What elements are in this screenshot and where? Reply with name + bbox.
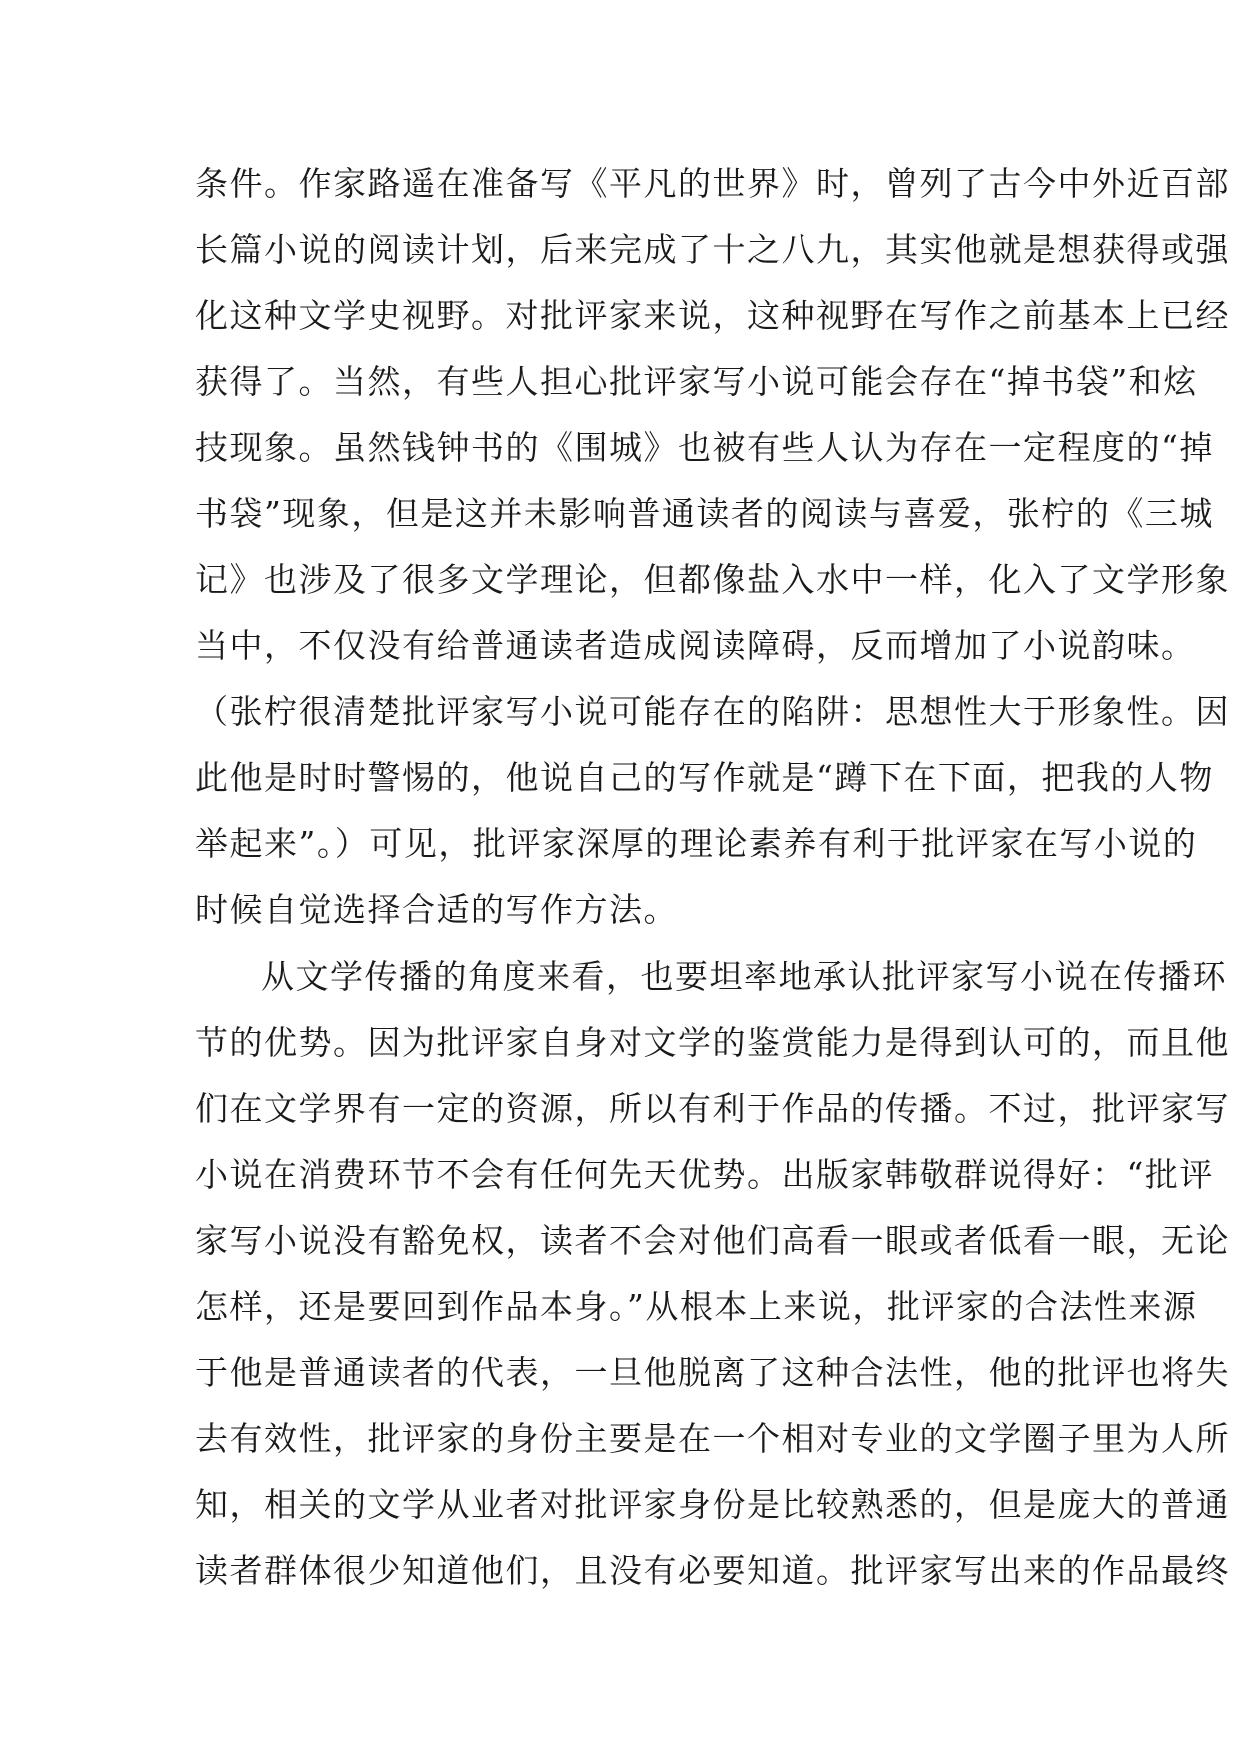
paragraph-line: 读者群体很少知道他们，且没有必要知道。批评家写出来的作品最终 [195,1551,1230,1590]
paragraph-line: 于他是普通读者的代表，一旦他脱离了这种合法性，他的批评也将失 [195,1353,1230,1392]
paragraph-1 [195,151,1230,943]
paragraph-line: 化这种文学史视野。对批评家来说，这种视野在写作之前基本上已经 [195,296,1230,335]
paragraph-line: 时候自觉选择合适的写作方法。 [195,890,678,929]
paragraph-line: 节的优势。因为批评家自身对文学的鉴赏能力是得到认可的，而且他 [195,1023,1230,1062]
paragraph-line: 小说在消费环节不会有任何先天优势。出版家韩敬群说得好：“批评 [195,1155,1214,1194]
paragraph-line: 们在文学界有一定的资源，所以有利于作品的传播。不过，批评家写 [195,1089,1230,1128]
paragraph-line: 家写小说没有豁免权，读者不会对他们高看一眼或者低看一眼，无论 [195,1221,1230,1260]
paragraph-line: 记》也涉及了很多文学理论，但都像盐入水中一样，化入了文学形象 [195,560,1230,599]
paragraph-line: 技现象。虽然钱钟书的《围城》也被有些人认为存在一定程度的“掉 [195,428,1214,467]
paragraph-2 [195,944,1230,1604]
paragraph-line: 从文学传播的角度来看，也要坦率地承认批评家写小说在传播环 [261,957,1227,996]
paragraph-line: 此他是时时警惕的，他说自己的写作就是“蹲下在下面，把我的人物 [195,758,1214,797]
paragraph-line: 知，相关的文学从业者对批评家身份是比较熟悉的，但是庞大的普通 [195,1485,1230,1524]
paragraph-line: 获得了。当然，有些人担心批评家写小说可能会存在“掉书袋”和炫 [195,362,1198,401]
paragraph-line: 举起来”。）可见，批评家深厚的理论素养有利于批评家在写小说的 [195,824,1198,863]
paragraph-line: 长篇小说的阅读计划，后来完成了十之八九，其实他就是想获得或强 [195,230,1230,269]
paragraph-line: 当中，不仅没有给普通读者造成阅读障碍，反而增加了小说韵味。 [195,626,1196,665]
paragraph-line: 条件。作家路遥在准备写《平凡的世界》时，曾列了古今中外近百部 [195,164,1230,203]
paragraph-line: 去有效性，批评家的身份主要是在一个相对专业的文学圈子里为人所 [195,1419,1230,1458]
paragraph-line: 怎样，还是要回到作品本身。”从根本上来说，批评家的合法性来源 [195,1287,1198,1326]
paragraph-line: （张柠很清楚批评家写小说可能存在的陷阱：思想性大于形象性。因 [195,692,1230,731]
paragraph-line: 书袋”现象，但是这并未影响普通读者的阅读与喜爱，张柠的《三城 [195,494,1214,533]
